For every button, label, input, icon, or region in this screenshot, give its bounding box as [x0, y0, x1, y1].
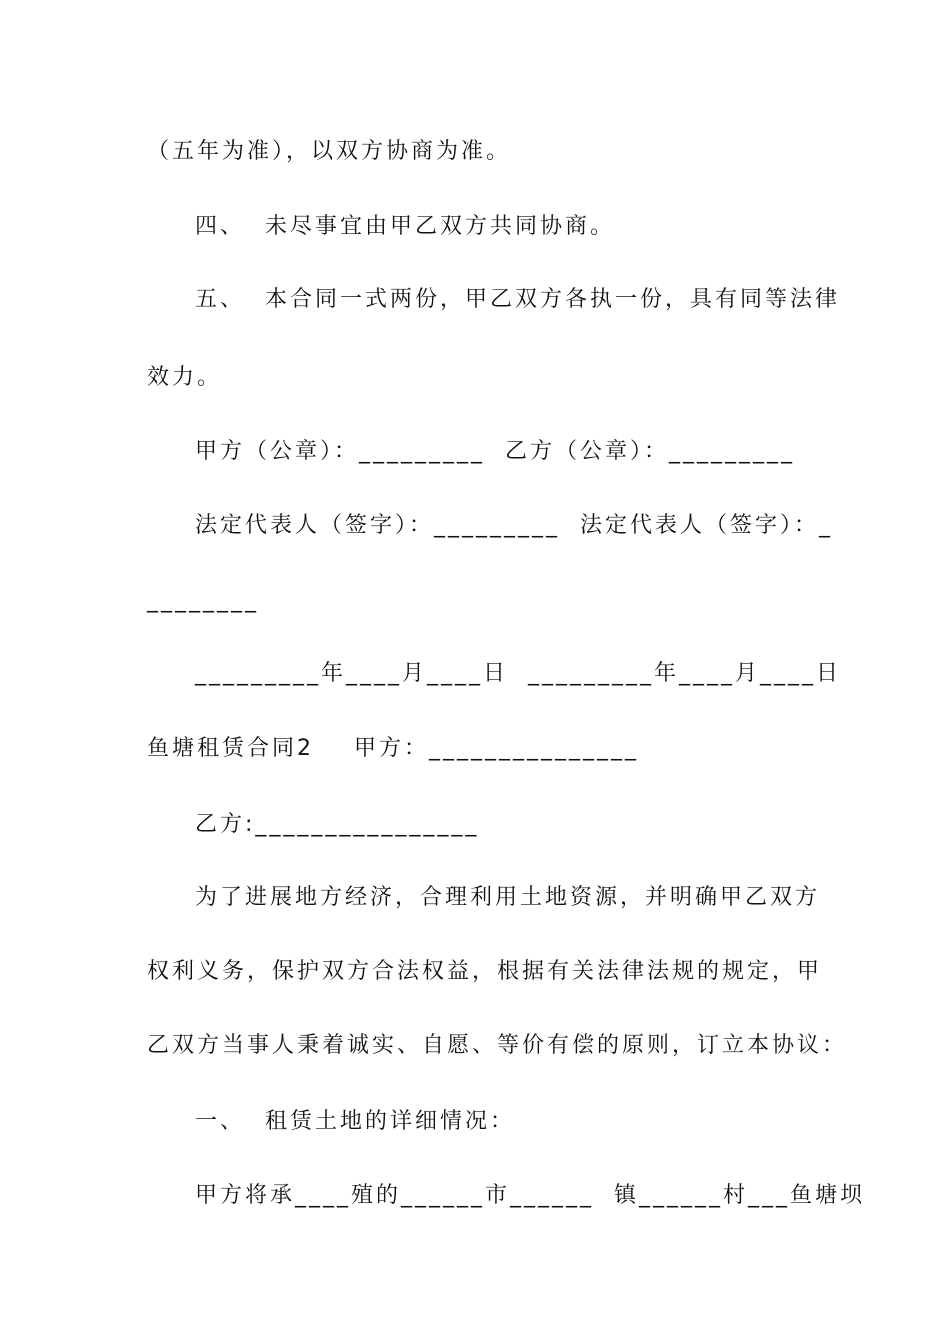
paragraph-line: 乙双方当事人秉着诚实、自愿、等价有偿的原则，订立本协议：: [147, 1033, 848, 1058]
party-b-line: 乙方:________________: [195, 812, 480, 837]
contract-title-party-a: 鱼塘租赁合同2 甲方：_______________: [147, 736, 639, 761]
clause-four: 四、 未尽事宜由甲乙双方共同协商。: [195, 214, 615, 239]
paragraph-line: 为了进展地方经济，合理利用土地资源，并明确甲乙双方: [195, 885, 821, 910]
seal-signature-line: 甲方（公章）：_________ 乙方（公章）：_________: [195, 439, 795, 464]
section-heading: 一、 租赁土地的详细情况：: [195, 1109, 515, 1134]
text-line: 效力。: [147, 365, 223, 390]
clause-five: 五、 本合同一式两份，甲乙双方各执一份，具有同等法律: [195, 287, 840, 312]
paragraph-line: 权利义务，保护双方合法权益，根据有关法律法规的规定，甲: [147, 959, 823, 984]
text-line: （五年为准），以双方协商为准。: [147, 139, 512, 164]
paragraph-line: 甲方将承____殖的______市______ 镇______村___鱼塘坝: [195, 1183, 865, 1208]
representative-signature-line: 法定代表人（签字）：_________ 法定代表人（签字）：_: [195, 513, 833, 538]
date-line: _________年____月____日 _________年____月____日: [195, 661, 841, 686]
text-line: ________: [147, 588, 259, 613]
